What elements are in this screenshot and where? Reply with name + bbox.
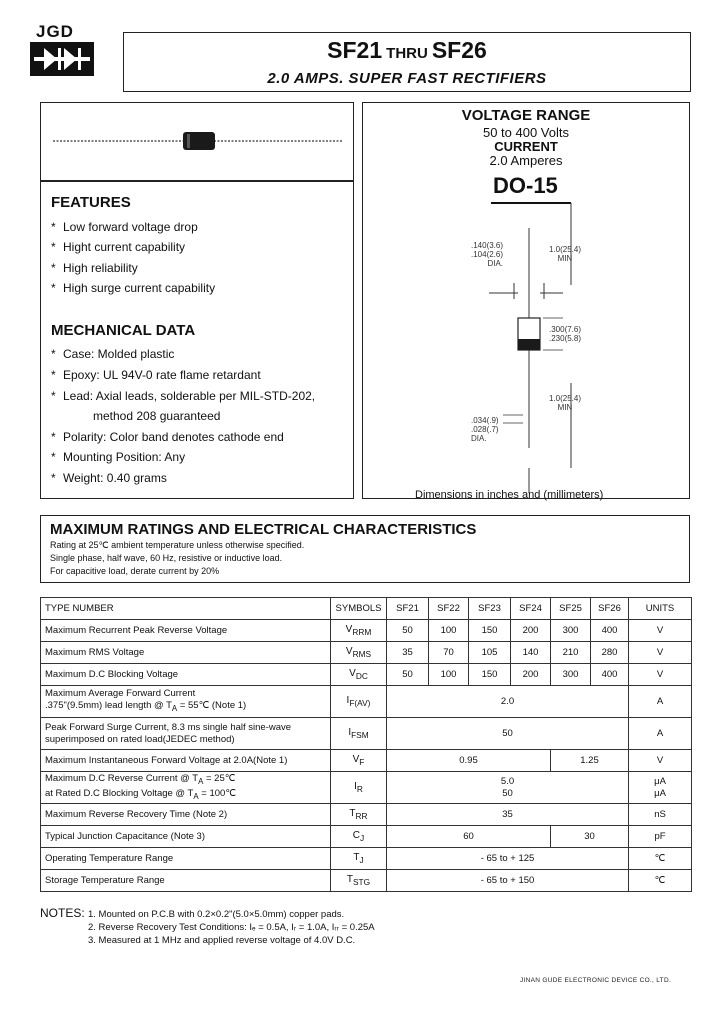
mechanical-item: * Mounting Position: Any <box>51 450 186 464</box>
col-header-sf22: SF22 <box>429 598 469 620</box>
part-number-title <box>124 37 690 64</box>
bottom-lead-length-dimension: 1.0(25.4) MIN <box>549 394 582 412</box>
unit-cell: A <box>629 686 692 718</box>
unit-cell: ℃ <box>629 848 692 870</box>
col-header-sf24: SF24 <box>511 598 551 620</box>
table-row <box>41 826 692 848</box>
param-label: Maximum Average Forward Current .375"(9.5mm) lead length @ $T_A$ = 55℃ (Note 1) <box>41 686 331 718</box>
symbol-cell: $T_{STG}$ <box>331 870 387 892</box>
dimensions-note: Dimensions in inches and (millimeters) <box>415 489 604 501</box>
mechanical-item-continued: method 208 guaranteed <box>93 409 221 423</box>
rating-condition: Single phase, half wave, 60 Hz, resistive or inductive load. <box>50 553 283 563</box>
table-row <box>41 750 692 772</box>
param-label: Maximum D.C Blocking Voltage <box>41 664 331 686</box>
unit-cell: A <box>629 718 692 750</box>
symbol-cell: $C_J$ <box>331 826 387 848</box>
mechanical-item: * Polarity: Color band denotes cathode end <box>51 430 284 444</box>
ratings-box <box>40 515 690 583</box>
value-cell: 150 <box>469 620 511 642</box>
mechanical-data-heading: MECHANICAL DATA <box>51 322 196 339</box>
note-item: 1. Mounted on P.C.B with 0.2×0.2"(5.0×5.0mm) copper pads. <box>88 909 345 920</box>
title-part-start: SF21 <box>327 37 383 63</box>
value-cell: 280 <box>591 642 629 664</box>
value-cell: 105 <box>469 642 511 664</box>
param-label: Peak Forward Surge Current, 8.3 ms single half sine-wave superimposed on rated load(JEDEC method) <box>41 718 331 750</box>
value-cell: 30 <box>551 826 629 848</box>
col-header-type: TYPE NUMBER <box>41 598 331 620</box>
mechanical-item: * Lead: Axial leads, solderable per MIL-STD-202, <box>51 389 316 403</box>
table-row <box>41 848 692 870</box>
value-cell: 35 <box>387 804 629 826</box>
mechanical-item: * Weight: 0.40 grams <box>51 471 167 485</box>
diode-drawing <box>41 103 355 182</box>
package-name: DO-15 <box>493 173 558 198</box>
symbol-cell: $V_{RRM}$ <box>331 620 387 642</box>
features-heading: FEATURES <box>51 194 131 211</box>
symbol-cell: $V_F$ <box>331 750 387 772</box>
value-cell: 70 <box>429 642 469 664</box>
diode-image-panel <box>40 102 354 181</box>
param-label: Operating Temperature Range <box>41 848 331 870</box>
note-item: 2. Reverse Recovery Test Conditions: Iₑ = 0.5A, Iᵣ = 1.0A, Iᵣᵣ = 0.25A <box>88 922 375 933</box>
current-heading: CURRENT <box>494 139 558 154</box>
unit-cell: ℃ <box>629 870 692 892</box>
feature-item: * Low forward voltage drop <box>51 220 198 234</box>
feature-item: * Hight current capability <box>51 240 186 254</box>
rating-condition: Rating at 25℃ ambient temperature unless otherwise specified. <box>50 540 305 550</box>
value-cell: 50 <box>387 620 429 642</box>
body-length-dimension: .300(7.6) .230(5.8) <box>549 325 582 343</box>
value-cell: 50 <box>387 664 429 686</box>
symbol-cell: $T_{RR}$ <box>331 804 387 826</box>
unit-cell: V <box>629 620 692 642</box>
symbol-cell: $I_{F(AV)}$ <box>331 686 387 718</box>
col-header-sf23: SF23 <box>469 598 511 620</box>
param-label: Maximum RMS Voltage <box>41 642 331 664</box>
body-diameter-dimension: .140(3.6) .104(2.6) DIA. <box>471 241 504 268</box>
value-cell: 1.25 <box>551 750 629 772</box>
table-row <box>41 686 692 718</box>
value-cell: 210 <box>551 642 591 664</box>
param-label: Typical Junction Capacitance (Note 3) <box>41 826 331 848</box>
company-logo <box>22 22 104 80</box>
title-connector: THRU <box>386 45 428 62</box>
mechanical-item: * Case: Molded plastic <box>51 347 175 361</box>
table-row <box>41 642 692 664</box>
unit-cell: V <box>629 642 692 664</box>
ratings-heading: MAXIMUM RATINGS AND ELECTRICAL CHARACTERISTICS <box>50 521 477 538</box>
unit-cell: nS <box>629 804 692 826</box>
value-cell: 50 <box>387 718 629 750</box>
characteristics-table <box>40 597 692 892</box>
logo-diode-icon <box>30 42 94 76</box>
lead-diameter-dimension: .034(.9) .028(.7) DIA. <box>471 416 499 443</box>
value-cell: 140 <box>511 642 551 664</box>
voltage-range-value: 50 to 400 Volts <box>482 125 569 140</box>
table-header-row <box>41 598 692 620</box>
value-cell: - 65 to + 125 <box>387 848 629 870</box>
feature-item: * High surge current capability <box>51 281 216 295</box>
col-header-sf21: SF21 <box>387 598 429 620</box>
value-cell: 300 <box>551 664 591 686</box>
notes-label: NOTES: <box>40 906 85 920</box>
unit-cell: V <box>629 664 692 686</box>
symbol-cell: $V_{DC}$ <box>331 664 387 686</box>
unit-cell: μA μA <box>629 772 692 804</box>
symbol-cell: $I_{FSM}$ <box>331 718 387 750</box>
value-cell: 200 <box>511 664 551 686</box>
symbol-cell: $I_R$ <box>331 772 387 804</box>
logo-text: JGD <box>36 22 74 41</box>
table-row <box>41 664 692 686</box>
features-panel <box>40 181 354 499</box>
rating-condition: For capacitive load, derate current by 20% <box>50 566 220 576</box>
value-cell: 5.0 50 <box>387 772 629 804</box>
mechanical-item: * Epoxy: UL 94V-0 rate flame retardant <box>51 368 261 382</box>
table-row <box>41 620 692 642</box>
title-box <box>123 32 691 92</box>
voltage-range-heading: VOLTAGE RANGE <box>461 107 591 124</box>
value-cell: 400 <box>591 620 629 642</box>
value-cell: - 65 to + 150 <box>387 870 629 892</box>
symbol-cell: $V_{RMS}$ <box>331 642 387 664</box>
unit-cell: pF <box>629 826 692 848</box>
note-item: 3. Measured at 1 MHz and applied reverse voltage of 4.0V D.C. <box>88 935 356 946</box>
value-cell: 200 <box>511 620 551 642</box>
value-cell: 35 <box>387 642 429 664</box>
symbol-cell: $T_J$ <box>331 848 387 870</box>
value-cell: 60 <box>387 826 551 848</box>
value-cell: 0.95 <box>387 750 551 772</box>
feature-item: * High reliability <box>51 261 138 275</box>
col-header-sf25: SF25 <box>551 598 591 620</box>
value-cell: 150 <box>469 664 511 686</box>
value-cell: 2.0 <box>387 686 629 718</box>
unit-cell: V <box>629 750 692 772</box>
table-row <box>41 718 692 750</box>
table-row <box>41 870 692 892</box>
company-footer: JINAN GUDE ELECTRONIC DEVICE CO., LTD. <box>520 977 672 984</box>
current-value: 2.0 Amperes <box>489 153 563 168</box>
param-label: Maximum D.C Reverse Current @ $T_A$ = 25℃ at Rated D.C Blocking Voltage @ $T_A$ = 100℃ <box>41 772 331 804</box>
param-label: Maximum Reverse Recovery Time (Note 2) <box>41 804 331 826</box>
param-label: Maximum Instantaneous Forward Voltage at 2.0A(Note 1) <box>41 750 331 772</box>
param-label: Storage Temperature Range <box>41 870 331 892</box>
table-row <box>41 804 692 826</box>
col-header-units: UNITS <box>629 598 692 620</box>
value-cell: 300 <box>551 620 591 642</box>
value-cell: 100 <box>429 620 469 642</box>
package-outline-drawing <box>363 103 691 500</box>
param-label: Maximum Recurrent Peak Reverse Voltage <box>41 620 331 642</box>
col-header-symbols: SYMBOLS <box>331 598 387 620</box>
package-panel <box>362 102 690 499</box>
col-header-sf26: SF26 <box>591 598 629 620</box>
title-part-end: SF26 <box>431 37 487 63</box>
top-lead-length-dimension: 1.0(25.4) MIN <box>549 245 582 263</box>
product-subtitle: 2.0 AMPS. SUPER FAST RECTIFIERS <box>267 70 547 87</box>
value-cell: 400 <box>591 664 629 686</box>
value-cell: 100 <box>429 664 469 686</box>
table-row <box>41 772 692 804</box>
